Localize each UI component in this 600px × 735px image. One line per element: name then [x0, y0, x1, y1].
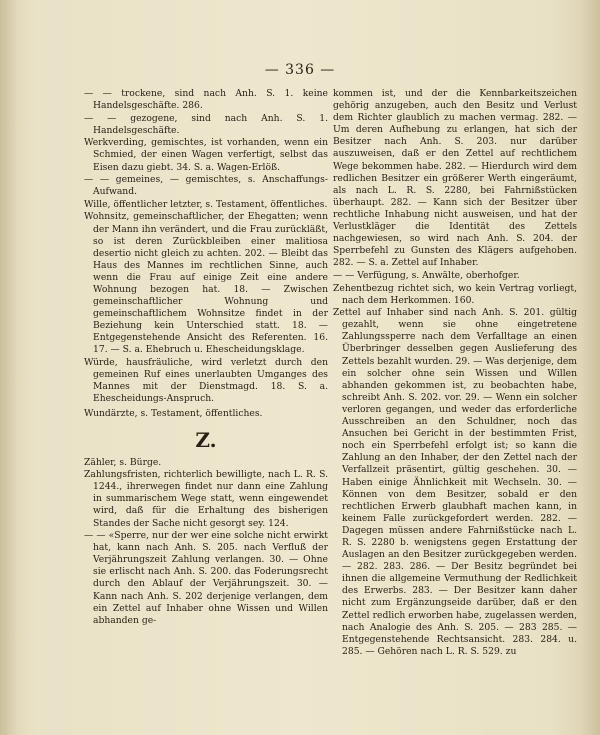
page-number: — 336 — — [264, 62, 336, 78]
index-entry: — — «Sperre, nur der wer eine solche nicht erwirkt hat, kann nach Anh. S. 205. nach Verfluß der Verjährungszeit Zahlung verlangen. 30. — Ohne sie erlischt nach Anh. S. 200. das Foderungsrecht durch den Ablauf der Verjährungszeit. 30. — Kann nach Anh. S. 202 derjenige verlangen, dem ein Zettel auf Inhaber ohne Wissen und Willen abhanden ge- — [84, 530, 328, 626]
index-entry: Zähler, s. Bürge. — [84, 456, 162, 468]
index-entry: — — gezogene, sind nach Anh. S. 1. Handelsgeschäfte. — [84, 112, 328, 136]
index-entry: Wille, öffentlicher letzter, s. Testament, öffentliches. — [84, 198, 328, 210]
left-column — [84, 88, 328, 627]
index-entry: Zettel auf Inhaber sind nach Anh. S. 201. gültig gezahlt, wenn sie ohne eingetretene Zahlungssperre nach dem Verfalltage an einen Überbringer desselben gegen Auslieferung des Zettels bezahlt wurden. 29. — Was derjenige, dem ein solcher ohne sein Wissen und Willen abhanden gekommen ist, zu beobachten habe, schreibt Anh. S. 202. vor. 29. — Wenn ein solcher verloren gegangen, und weder das erforderliche Ausschreiben an den Schuldner, noch das Ansuchen bei Gericht in der bestimmten Frist, noch ein Sperrbefehl erfolgt ist; so kann die Zahlung an den Inhaber, der den Zettel nach der Verfallzeit präsentirt, gültig geschehen. 30. — Haben einige Ähnlichkeit mit Wechseln. 30. — Können von dem Besitzer, sobald er den rechtlichen Erwerb glaubhaft machen kann, in keinem Falle zurückgefordert werden. 282. — Dagegen müssen andere Fahrnißstücke nach L. R. S. 2280 b. wenigstens gegen Erstattung der Auslagen an den Besitzer zurückgegeben werden. — 282. 283. 286. — Der Besitz begründet bei ihnen die allgemeine Vermuthung der Redlichkeit des Erwerbs. 283. — Der Besitzer kann daher nicht zum Ergänzungseide darüber, daß er den Zettel redlich erworben habe, zugelassen werden, nach Analogie des Anh. S. 205. — 283 285. — Entgegenstehende Rechtsansicht. 283. 284. u. 285. — Gehören nach L. R. S. 529. zu — [333, 307, 578, 657]
index-entry: — — Verfügung, s. Anwälte, oberhofger. — [333, 269, 520, 281]
page-edge-shadow-left — [0, 0, 18, 735]
index-entry: — — trockene, sind nach Anh. S. 1. keine Handelsgeschäfte. 286. — [84, 88, 328, 112]
index-entry: Wohnsitz, gemeinschaftlicher, der Ehegatten; wenn der Mann ihn verändert, und die Frau zurückläßt, so ist deren Zurückbleiben einer malitiosa desertio nicht gleich zu achten. 202. — Bleibt das Haus des Mannes im rechtlichen Sinne, auch wenn die Frau auf einige Zeit eine andere Wohnung bezogen hat. 18. — Zwischen gemeinschaftlicher Wohnung und gemeinschaftlichem Wohnsitze findet in der Beziehung kein Unterschied statt. 18. — Entgegenstehende Ansicht des Referenten. 16. 17. — S. a. Ehebruch u. Ehescheidungsklage. — [84, 211, 328, 356]
right-column — [333, 88, 577, 658]
index-entry: — — gemeines, — gemischtes, s. Anschaffungs-Aufwand. — [84, 174, 328, 198]
index-entry: Zehentbezug richtet sich, wo kein Vertrag vorliegt, nach dem Herkommen. 160. — [333, 282, 577, 306]
index-entry: Wundärzte, s. Testament, öffentliches. — [84, 408, 263, 420]
index-entry: kommen ist, und der die Kennbarkeitszeichen gehörig anzugeben, auch den Besitz und Verlust dem Richter glaublich zu machen vermag. 282. — Um deren Aufhebung zu erlangen, hat sich der Besitzer nach Anh. S. 203. nur darüber auszuweisen, daß er den Zettel auf rechtlichem Wege bekommen habe. 282. — Hierdurch wird dem redlichen Besitzer ein größerer Werth eingeräumt, als nach L. R. S. 2280, bei Fahrnißstücken überhaupt. 282. — Kann sich der Besitzer über rechtliche Inhabung nicht ausweisen, und hat der Verlustkläger die Identität des Zettels nachgewiesen, so wird nach Anh. S. 204. der Sperrbefehl zu Gunsten des Klägers aufgehoben. 282. — S. a. Zettel auf Inhaber. — [333, 88, 577, 269]
index-entry: Würde, hausfräuliche, wird verletzt durch den gemeinen Ruf eines unerlaubten Umganges des Mannes mit der Dienstmagd. 18. S. a. Ehescheidungs-Anspruch. — [84, 357, 328, 405]
section-letter: Z. — [195, 427, 217, 452]
index-entry: Werkverding, gemischtes, ist vorhanden, wenn ein Schmied, der einen Wagen verfertigt, selbst das Eisen dazu giebt. 34. S. a. Wagen-Erlöß. — [84, 137, 328, 173]
index-entry: Zahlungsfristen, richterlich bewilligte, nach L. R. S. 1244., ihrerwegen findet nur dann eine Zahlung in summarischem Wege statt, wenn eingewendet wird, daß für die Erhaltung des bisherigen Standes der Sache nicht gesorgt sey. 124. — [84, 469, 328, 529]
page-edge-shadow-right — [582, 0, 600, 735]
